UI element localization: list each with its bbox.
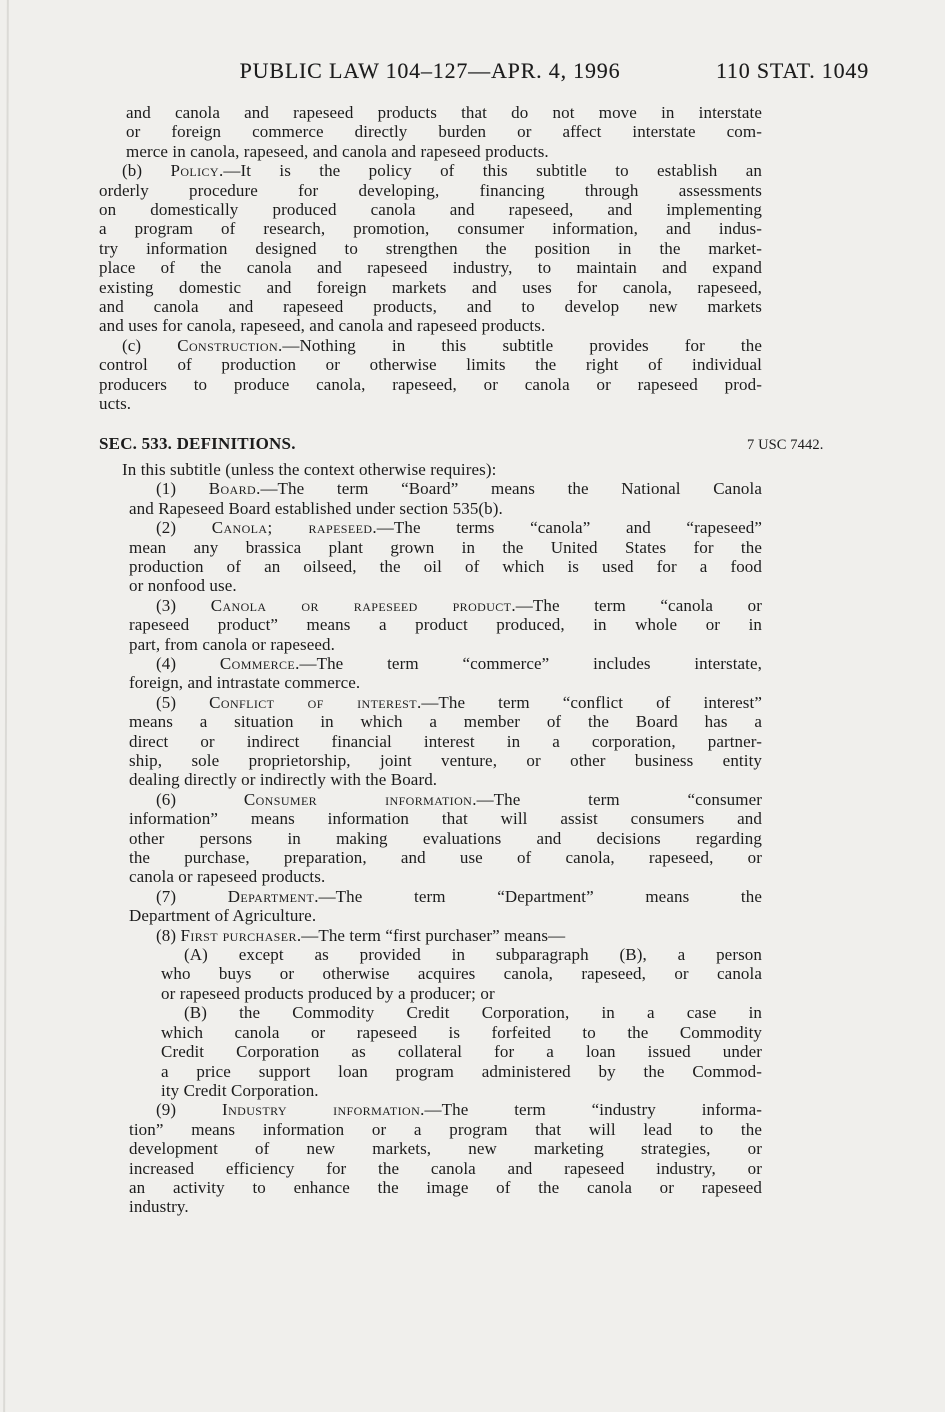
defined-term: Consumer information [243, 789, 473, 809]
page-header-stat-number: 110 STAT. 1049 [715, 58, 869, 83]
text-line: or nonfood use. [129, 576, 237, 596]
text-line: tion” means information or a program that will lead to the [129, 1119, 762, 1139]
defined-term: Department [227, 886, 315, 906]
paragraph [99, 1003, 762, 1100]
text-line: industry. [129, 1197, 189, 1217]
text-line: place of the canola and rapeseed industry, to maintain and expand [99, 258, 762, 278]
text-line: (b) Policy.—It is the policy of this subtitle to establish an [122, 161, 762, 181]
text-line: on domestically produced canola and rapeseed, and implementing [99, 200, 762, 220]
text-line: who buys or otherwise acquires canola, rapeseed, or canola [161, 964, 762, 984]
text-line: (8) First purchaser.—The term “first purchaser” means— [156, 925, 566, 945]
text-line: Department of Agriculture. [129, 906, 317, 926]
text-line: information” means information that will assist consumers and [129, 809, 762, 829]
paragraph [99, 654, 762, 693]
text-line: (1) Board.—The term “Board” means the National Canola [156, 479, 762, 499]
text-line: development of new markets, new marketing strategies, or [129, 1139, 762, 1159]
paragraph [99, 596, 762, 654]
paragraph [99, 479, 762, 518]
text-line: ity Credit Corporation. [161, 1080, 319, 1100]
text-line: and canola and rapeseed products that do not move in interstate [126, 103, 762, 122]
text-line: (B) the Commodity Credit Corporation, in a case in [184, 1003, 762, 1023]
text-line: ucts. [99, 394, 132, 414]
text-line: a program of research, promotion, consumer information, and indus- [99, 219, 762, 239]
paragraph [99, 518, 762, 596]
document-body [99, 103, 824, 1217]
text-line: and Rapeseed Board established under section 535(b). [129, 498, 503, 518]
paragraph [99, 336, 762, 414]
text-line: merce in canola, rapeseed, and canola and rapeseed products. [126, 141, 549, 161]
text-line: (A) except as provided in subparagraph (B), a person [184, 945, 762, 965]
text-line: (4) Commerce.—The term “commerce” includes interstate, [156, 653, 762, 673]
paragraph [99, 460, 762, 479]
text-line: (3) Canola or rapeseed product.—The term “canola or [156, 595, 762, 615]
text-line: foreign, and intrastate commerce. [129, 673, 361, 693]
text-line: mean any brassica plant grown in the United States for the [129, 537, 762, 557]
text-line: an activity to enhance the image of the canola or rapeseed [129, 1177, 762, 1197]
text-line: Credit Corporation as collateral for a loan issued under [161, 1042, 762, 1062]
paragraph [99, 103, 762, 161]
text-line: existing domestic and foreign markets and uses for canola, rapeseed, [99, 277, 762, 297]
defined-term: Canola or rapeseed product [210, 595, 512, 615]
text-line: the purchase, preparation, and use of canola, rapeseed, or [129, 848, 762, 868]
text-line: and uses for canola, rapeseed, and canola and rapeseed products. [99, 316, 546, 336]
page-header-title: PUBLIC LAW 104–127—APR. 4, 1996 [239, 58, 621, 83]
paragraph [99, 887, 762, 926]
defined-term: Policy [170, 161, 219, 181]
text-line: (9) Industry information.—The term “industry informa- [156, 1100, 762, 1120]
text-line: canola or rapeseed products. [129, 867, 326, 887]
defined-term: Industry information [222, 1100, 421, 1120]
text-line: increased efficiency for the canola and rapeseed industry, or [129, 1158, 762, 1178]
section-heading-row [99, 433, 824, 453]
text-line: means a situation in which a member of the Board has a [129, 712, 762, 732]
paragraph [99, 161, 762, 336]
defined-term: Construction [177, 335, 279, 355]
text-line: part, from canola or rapeseed. [129, 634, 335, 654]
text-line: dealing directly or indirectly with the Board. [129, 770, 438, 790]
text-line: (5) Conflict of interest.—The term “conflict of interest” [156, 692, 762, 712]
text-line: direct or indirect financial interest in a corporation, partner- [129, 731, 762, 751]
defined-term: First purchaser [180, 925, 297, 945]
text-line: In this subtitle (unless the context otherwise requires): [122, 459, 497, 479]
defined-term: Board [208, 479, 257, 499]
paragraph [99, 945, 762, 1003]
page-edge-scan-line [3, 0, 9, 1412]
text-line: a price support loan program administered by the Commod- [161, 1061, 762, 1081]
text-line: or rapeseed products produced by a producer; or [161, 983, 495, 1003]
text-line: which canola or rapeseed is forfeited to the Commodity [161, 1022, 762, 1042]
text-line: try information designed to strengthen the position in the market- [99, 238, 762, 258]
paragraph [99, 1100, 762, 1216]
paragraph [99, 693, 762, 790]
text-line: (7) Department.—The term “Department” means the [156, 886, 762, 906]
text-line: orderly procedure for developing, financing through assessments [99, 180, 762, 200]
text-line: ship, sole proprietorship, joint venture, or other business entity [129, 751, 762, 770]
text-line: producers to produce canola, rapeseed, or canola or rapeseed prod- [99, 374, 762, 394]
defined-term: Conflict of interest [209, 692, 417, 712]
text-line: (6) Consumer information.—The term “consumer [156, 789, 762, 809]
text-line: or foreign commerce directly burden or affect interstate com- [126, 122, 762, 142]
defined-term: Canola; rapeseed [211, 518, 373, 538]
defined-term: Commerce [219, 653, 296, 673]
text-line: other persons in making evaluations and decisions regarding [129, 828, 762, 848]
us-code-margin-note: 7 USC 7442. [747, 436, 824, 453]
section-heading: SEC. 533. DEFINITIONS. [99, 433, 296, 453]
text-line: and canola and rapeseed products, and to develop new markets [99, 297, 762, 317]
text-line: control of production or otherwise limits the right of individual [99, 355, 762, 375]
text-line: (2) Canola; rapeseed.—The terms “canola” and “rapeseed” [156, 518, 762, 538]
text-line: rapeseed product” means a product produced, in whole or in [129, 615, 762, 635]
paragraph [99, 926, 762, 945]
paragraph [99, 790, 762, 887]
text-line: production of an oilseed, the oil of which is used for a food [129, 556, 762, 576]
text-line: (c) Construction.—Nothing in this subtitle provides for the [122, 335, 762, 355]
